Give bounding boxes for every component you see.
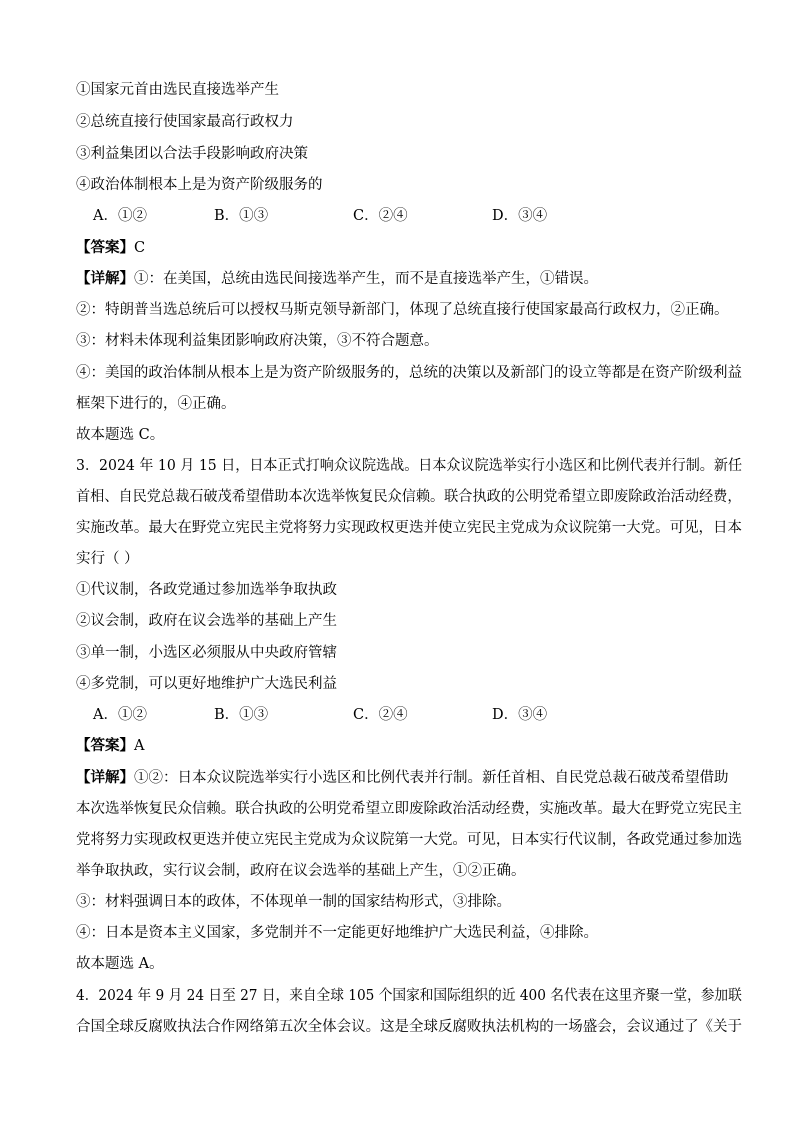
q2-detail-line-1 — [76, 269, 598, 289]
q3-stem-line-4: 实行（ ） — [76, 551, 139, 567]
q2-item-1: ①国家元首由选民直接选举产生 — [76, 82, 279, 98]
q2-option-b: B．①③ — [214, 208, 269, 224]
q4-stem-line-1: 4．2024 年 9 月 24 日至 27 日，来自全球 105 个国家和国际组织的近 400 名代表在这里齐聚一堂，参加联 — [76, 988, 742, 1004]
q2-detail-line-5: 框架下进行的，④正确。 — [76, 396, 236, 412]
answer-label: 【答案】 — [76, 239, 134, 256]
q3-stem-line-3: 实施改革。最大在野党立宪民主党将努力实现政权更迭并使立宪民主党成为众议院第一大党。可见，日本 — [76, 520, 742, 536]
q3-answer — [76, 736, 144, 756]
q3-detail-line-5: ③：材料强调日本的政体，不体现单一制的国家结构形式，③排除。 — [76, 894, 511, 910]
q3-stem-line-2: 首相、自民党总裁石破茂希望借助本次选举恢复民众信赖。联合执政的公明党希望立即废除政治活动经费， — [76, 489, 742, 505]
q3-item-2: ②议会制，政府在议会选举的基础上产生 — [76, 613, 337, 629]
q4-stem-line-2: 合国全球反腐败执法合作网络第五次全体会议。这是全球反腐败执法机构的一场盛会，会议通过了《关于 — [76, 1019, 742, 1035]
detail-text: ①②：日本众议院选举实行小选区和比例代表并行制。新任首相、自民党总裁石破茂希望借助 — [134, 770, 729, 786]
q2-item-3: ③利益集团以合法手段影响政府决策 — [76, 146, 308, 162]
q2-detail-line-2: ②：特朗普当选总统后可以授权马斯克领导新部门，体现了总统直接行使国家最高行政权力，②正确。 — [76, 302, 729, 318]
q3-stem-line-1: 3．2024 年 10 月 15 日，日本正式打响众议院选战。日本众议院选举实行小选区和比例代表并行制。新任 — [76, 458, 743, 474]
detail-label: 【详解】 — [76, 769, 134, 786]
q3-conclusion: 故本题选 A。 — [76, 956, 164, 972]
q3-option-c: C．②④ — [353, 707, 408, 723]
q2-option-a: A．①② — [93, 208, 147, 224]
q2-detail-line-4: ④：美国的政治体制从根本上是为资产阶级服务的，总统的决策以及新部门的设立等都是在资产阶级利益 — [76, 365, 742, 381]
q3-detail-line-4: 举争取执政，实行议会制，政府在议会选举的基础上产生，①②正确。 — [76, 863, 526, 879]
answer-value: A — [134, 738, 145, 754]
q3-detail-line-1 — [76, 768, 729, 788]
q3-item-3: ③单一制，小选区必须服从中央政府管辖 — [76, 645, 337, 661]
q2-option-c: C．②④ — [353, 208, 408, 224]
q3-detail-line-3: 党将努力实现政权更迭并使立宪民主党成为众议院第一大党。可见，日本实行代议制，各政党通过参加选 — [76, 832, 742, 848]
q3-option-b: B．①③ — [214, 707, 269, 723]
q3-detail-line-2: 本次选举恢复民众信赖。联合执政的公明党希望立即废除政治活动经费，实施改革。最大在野党立宪民主 — [76, 801, 742, 817]
answer-value: C — [134, 240, 146, 256]
q2-detail-line-3: ③：材料未体现利益集团影响政府决策，③不符合题意。 — [76, 333, 439, 349]
q3-item-4: ④多党制，可以更好地维护广大选民利益 — [76, 676, 337, 692]
q3-detail-line-6: ④：日本是资本主义国家，多党制并不一定能更好地维护广大选民利益，④排除。 — [76, 925, 598, 941]
q3-item-1: ①代议制，各政党通过参加选举争取执政 — [76, 582, 337, 598]
q2-item-4: ④政治体制根本上是为资产阶级服务的 — [76, 177, 323, 193]
answer-label: 【答案】 — [76, 737, 134, 754]
q2-item-2: ②总统直接行使国家最高行政权力 — [76, 114, 294, 130]
q2-conclusion: 故本题选 C。 — [76, 427, 165, 443]
detail-text: ①：在美国，总统由选民间接选举产生，而不是直接选举产生，①错误。 — [134, 271, 598, 287]
detail-label: 【详解】 — [76, 270, 134, 287]
q2-option-d: D．③④ — [492, 208, 548, 224]
q3-option-d: D．③④ — [492, 707, 548, 723]
q2-answer — [76, 238, 145, 258]
q3-option-a: A．①② — [93, 707, 147, 723]
